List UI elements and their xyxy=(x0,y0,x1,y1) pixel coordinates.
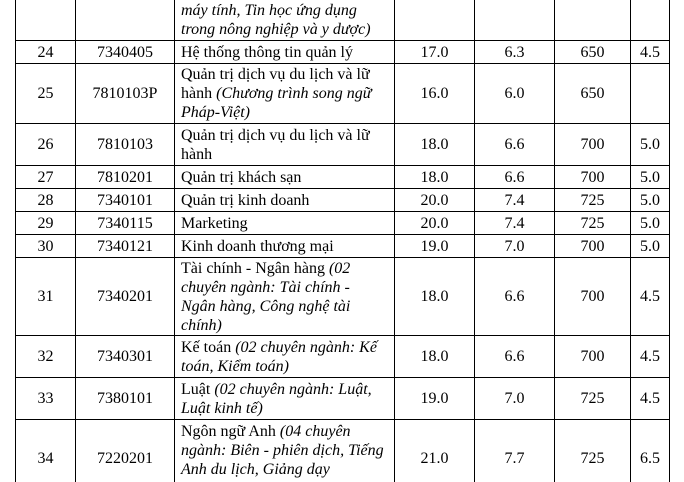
program-name: Kinh doanh thương mại xyxy=(181,237,334,255)
score-cell xyxy=(631,64,670,124)
score-cell: 6.6 xyxy=(475,258,555,336)
stt-cell: 29 xyxy=(16,212,76,235)
code-cell: 7810103 xyxy=(76,124,175,166)
score-cell xyxy=(555,0,631,41)
table-row xyxy=(16,189,670,212)
score-cell xyxy=(475,0,555,41)
stt-cell: 32 xyxy=(16,336,76,378)
program-name: Ngôn ngữ Anh xyxy=(181,423,276,440)
score-cell: 6.6 xyxy=(475,336,555,378)
table-row xyxy=(16,336,670,378)
code-cell xyxy=(76,0,175,41)
score-cell: 6.0 xyxy=(475,64,555,124)
score-cell: 7.0 xyxy=(475,235,555,258)
score-cell: 18.0 xyxy=(395,124,475,166)
score-cell: 725 xyxy=(555,189,631,212)
score-cell: 5.0 xyxy=(631,212,670,235)
score-cell: 650 xyxy=(555,41,631,64)
score-cell: 7.7 xyxy=(475,420,555,482)
code-cell: 7340121 xyxy=(76,235,175,258)
table-row xyxy=(16,378,670,420)
score-cell: 5.0 xyxy=(631,189,670,212)
program-name-cell xyxy=(175,336,395,378)
score-cell: 6.3 xyxy=(475,41,555,64)
program-name: Quản trị khách sạn xyxy=(181,168,302,186)
program-name: Quản trị kinh doanh xyxy=(181,191,310,209)
program-name-cell xyxy=(175,378,395,420)
table-row xyxy=(16,258,670,336)
code-cell: 7340301 xyxy=(76,336,175,378)
score-cell: 4.5 xyxy=(631,378,670,420)
score-cell: 6.5 xyxy=(631,420,670,482)
program-name-cell xyxy=(175,212,395,235)
score-cell: 6.6 xyxy=(475,166,555,189)
code-cell: 7220201 xyxy=(76,420,175,482)
stt-cell xyxy=(16,0,76,41)
stt-cell: 27 xyxy=(16,166,76,189)
code-cell: 7810201 xyxy=(76,166,175,189)
score-cell: 725 xyxy=(555,378,631,420)
stt-cell: 25 xyxy=(16,64,76,124)
code-cell: 7810103P xyxy=(76,64,175,124)
score-cell: 19.0 xyxy=(395,378,475,420)
score-cell: 4.5 xyxy=(631,258,670,336)
table-row xyxy=(16,41,670,64)
program-name: Marketing xyxy=(181,214,248,232)
score-cell: 700 xyxy=(555,258,631,336)
program-name: Hệ thống thông tin quản lý xyxy=(181,43,353,61)
score-cell: 18.0 xyxy=(395,166,475,189)
table-row xyxy=(16,420,670,482)
score-cell: 7.4 xyxy=(475,189,555,212)
score-cell: 700 xyxy=(555,336,631,378)
program-note: (02 chuyên ngành: Tài chính - Ngân hàng, Công nghệ tài chính) xyxy=(181,259,351,334)
program-name-cell xyxy=(175,124,395,166)
code-cell: 7340115 xyxy=(76,212,175,235)
program-note: máy tính, Tin học ứng dụng trong nông nghiệp và y dược) xyxy=(181,2,371,38)
program-name-cell xyxy=(175,420,395,482)
code-cell: 7380101 xyxy=(76,378,175,420)
stt-cell: 31 xyxy=(16,258,76,336)
program-name: Tài chính - Ngân hàng xyxy=(181,259,325,277)
score-cell: 650 xyxy=(555,64,631,124)
program-name-cell xyxy=(175,235,395,258)
program-note: (Chương trình song ngữ Pháp-Việt) xyxy=(181,85,372,121)
program-name-cell xyxy=(175,41,395,64)
program-name: Kế toán xyxy=(181,338,232,356)
program-name-cell xyxy=(175,166,395,189)
score-cell: 725 xyxy=(555,420,631,482)
score-cell: 700 xyxy=(555,166,631,189)
table-row xyxy=(16,124,670,166)
score-cell: 7.0 xyxy=(475,378,555,420)
score-cell: 5.0 xyxy=(631,124,670,166)
score-cell: 17.0 xyxy=(395,41,475,64)
program-note: (04 chuyên ngành: Biên - phiên dịch, Tiếng Anh du lịch, Giảng dạy xyxy=(181,423,384,478)
table-row xyxy=(16,0,670,41)
score-cell: 18.0 xyxy=(395,258,475,336)
score-cell: 20.0 xyxy=(395,189,475,212)
score-cell: 16.0 xyxy=(395,64,475,124)
program-name: Luật xyxy=(181,380,211,398)
stt-cell: 26 xyxy=(16,124,76,166)
score-cell: 4.5 xyxy=(631,41,670,64)
score-cell: 20.0 xyxy=(395,212,475,235)
stt-cell: 28 xyxy=(16,189,76,212)
program-name: Quản trị dịch vụ du lịch và lữ hành xyxy=(181,126,370,163)
stt-cell: 34 xyxy=(16,420,76,482)
program-name-cell xyxy=(175,189,395,212)
stt-cell: 33 xyxy=(16,378,76,420)
code-cell: 7340405 xyxy=(76,41,175,64)
score-cell: 21.0 xyxy=(395,420,475,482)
score-cell: 19.0 xyxy=(395,235,475,258)
table-row xyxy=(16,64,670,124)
table-row xyxy=(16,212,670,235)
code-cell: 7340201 xyxy=(76,258,175,336)
score-cell xyxy=(395,0,475,41)
program-name-cell xyxy=(175,0,395,41)
score-cell: 6.6 xyxy=(475,124,555,166)
table-row xyxy=(16,166,670,189)
score-cell: 5.0 xyxy=(631,166,670,189)
score-cell: 18.0 xyxy=(395,336,475,378)
score-cell: 700 xyxy=(555,124,631,166)
program-name: Quản trị dịch vụ du lịch và lữ hành xyxy=(181,66,370,102)
program-name-cell xyxy=(175,64,395,124)
score-cell: 5.0 xyxy=(631,235,670,258)
score-cell xyxy=(631,0,670,41)
score-cell: 725 xyxy=(555,212,631,235)
admission-table xyxy=(15,0,670,482)
score-cell: 7.4 xyxy=(475,212,555,235)
program-name-cell xyxy=(175,258,395,336)
score-cell: 700 xyxy=(555,235,631,258)
stt-cell: 24 xyxy=(16,41,76,64)
code-cell: 7340101 xyxy=(76,189,175,212)
program-note: (02 chuyên ngành: Kế toán, Kiểm toán) xyxy=(181,338,377,375)
stt-cell: 30 xyxy=(16,235,76,258)
score-cell: 4.5 xyxy=(631,336,670,378)
program-note: (02 chuyên ngành: Luật, Luật kinh tế) xyxy=(181,380,372,417)
table-row xyxy=(16,235,670,258)
